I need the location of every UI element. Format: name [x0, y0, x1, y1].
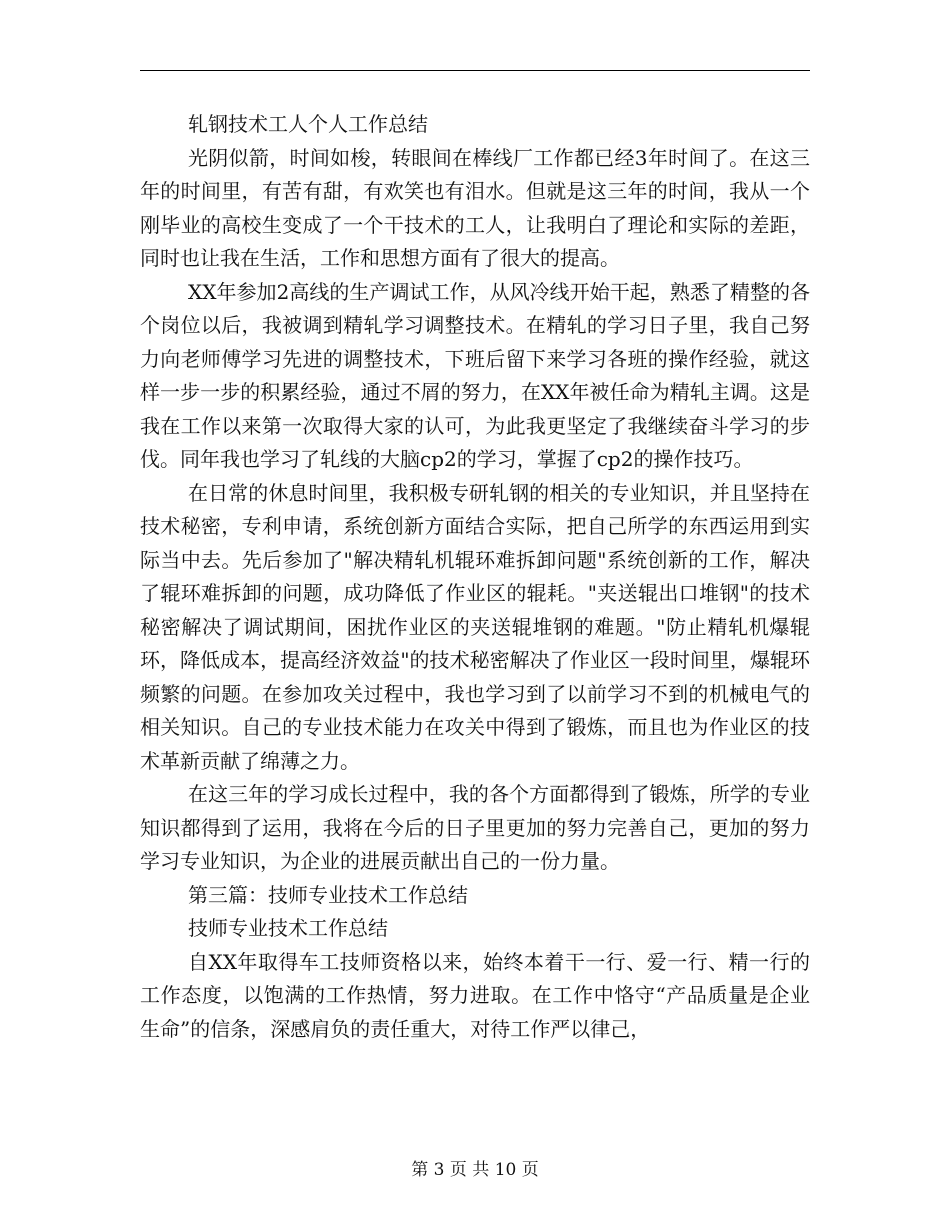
body-paragraph-2: XX年参加2高线的生产调试工作，从风冷线开始干起，熟悉了精整的各个岗位以后，我被调到精轧学习调整技术。在精轧的学习日子里，我自己努力向老师傅学习先进的调整技术，下班后留下来学习各班的操作经验，就这样一步一步的积累经验，通过不屑的努力，在XX年被任命为精轧主调。这是我在工作以来第一次取得大家的认可，为此我更坚定了我继续奋斗学习的步伐。同年我也学习了轧线的大脑cp2的学习，掌握了cp2的操作技巧。 — [140, 279, 810, 471]
section-title: 技师专业技术工作总结 — [188, 916, 388, 940]
page-number-footer: 第 3 页 共 10 页 — [411, 1160, 539, 1180]
section-paragraph: 自XX年取得车工技师资格以来，始终本着干一行、爱一行、精一行的工作态度，以饱满的工作热情，努力进取。在工作中恪守“产品质量是企业生命”的信条，深感肩负的责任重大，对待工作严以律己， — [140, 949, 810, 1041]
section-heading: 第三篇：技师专业技术工作总结 — [188, 882, 468, 907]
body-paragraph-4: 在这三年的学习成长过程中，我的各个方面都得到了锻炼，所学的专业知识都得到了运用，我将在今后的日子里更加的努力完善自己，更加的努力学习专业知识，为企业的进展贡献出自己的一份力量。 — [140, 782, 810, 873]
document-body — [140, 108, 810, 1046]
document-title: 轧钢技术工人个人工作总结 — [188, 112, 428, 136]
header-rule — [140, 70, 810, 71]
body-paragraph-3: 在日常的休息时间里，我积极专研轧钢的相关的专业知识，并且坚持在技术秘密，专利申请，系统创新方面结合实际，把自己所学的东西运用到实际当中去。先后参加了"解决精轧机辊环难拆卸问题"系统创新的工作，解决了辊环难拆卸的问题，成功降低了作业区的辊耗。"夹送辊出口堆钢"的技术秘密解决了调试期间，困扰作业区的夹送辊堆钢的难题。"防止精轧机爆辊环，降低成本，提高经济效益"的技术秘密解决了作业区一段时间里，爆辊环频繁的问题。在参加攻关过程中，我也学习到了以前学习不到的机械电气的相关知识。自己的专业技术能力在攻关中得到了锻炼，而且也为作业区的技术革新贡献了绵薄之力。 — [140, 480, 810, 773]
body-paragraph-1: 光阴似箭，时间如梭，转眼间在棒线厂工作都已经3年时间了。在这三年的时间里，有苦有甜，有欢笑也有泪水。但就是这三年的时间，我从一个刚毕业的高校生变成了一个干技术的工人，让我明白了理论和实际的差距，同时也让我在生活，工作和思想方面有了很大的提高。 — [140, 145, 810, 270]
